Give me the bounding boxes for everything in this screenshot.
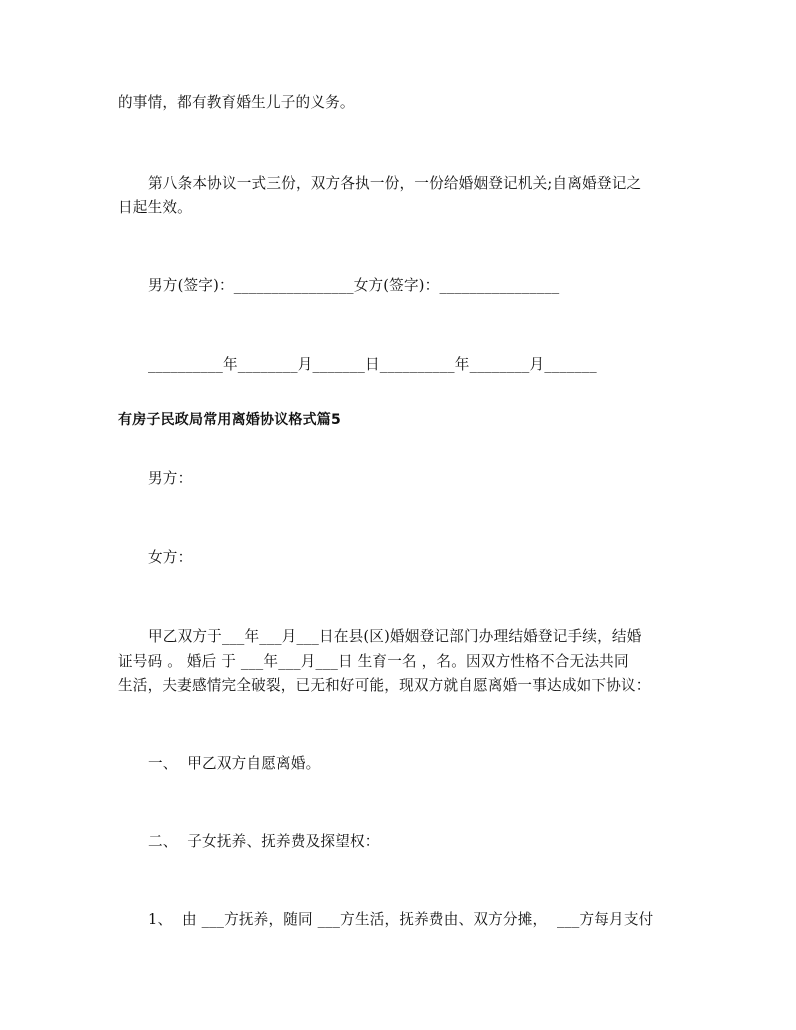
paragraph-line: 第八条本协议一式三份，双方各执一份，一份给婚姻登记机关;自离婚登记之 xyxy=(148,175,642,192)
paragraph-line: 的事情，都有教育婚生儿子的义务。 xyxy=(118,94,355,111)
paragraph-line: 证号码 。 婚后 于 ___年___月___日 生育一名 ，名。因双方性格不合无法共同 xyxy=(118,653,629,670)
clause-item: 二、 子女抚养、抚养费及探望权： xyxy=(148,833,380,850)
paragraph-line: 甲乙双方于___年___月___日在县(区)婚姻登记部门办理结婚登记手续，结婚 xyxy=(148,628,642,645)
paragraph-line: 日起生效。 xyxy=(118,199,192,216)
party-label-male: 男方： xyxy=(148,470,193,487)
party-label-female: 女方： xyxy=(148,549,193,566)
date-line: __________年________月_______日__________年________月_______ xyxy=(148,356,597,373)
clause-item: 一、 甲乙双方自愿离婚。 xyxy=(148,755,321,772)
paragraph-line: 生活，夫妻感情完全破裂，已无和好可能，现双方就自愿离婚一事达成如下协议： xyxy=(118,677,651,694)
section-heading: 有房子民政局常用离婚协议格式篇5 xyxy=(118,412,341,428)
signature-line: 男方(签字)：________________女方(签字)：________________ xyxy=(148,277,560,294)
clause-item: 1、 由 ___方抚养，随同 ___方生活，抚养费由、双方分摊， ___方每月支付 xyxy=(148,911,654,928)
